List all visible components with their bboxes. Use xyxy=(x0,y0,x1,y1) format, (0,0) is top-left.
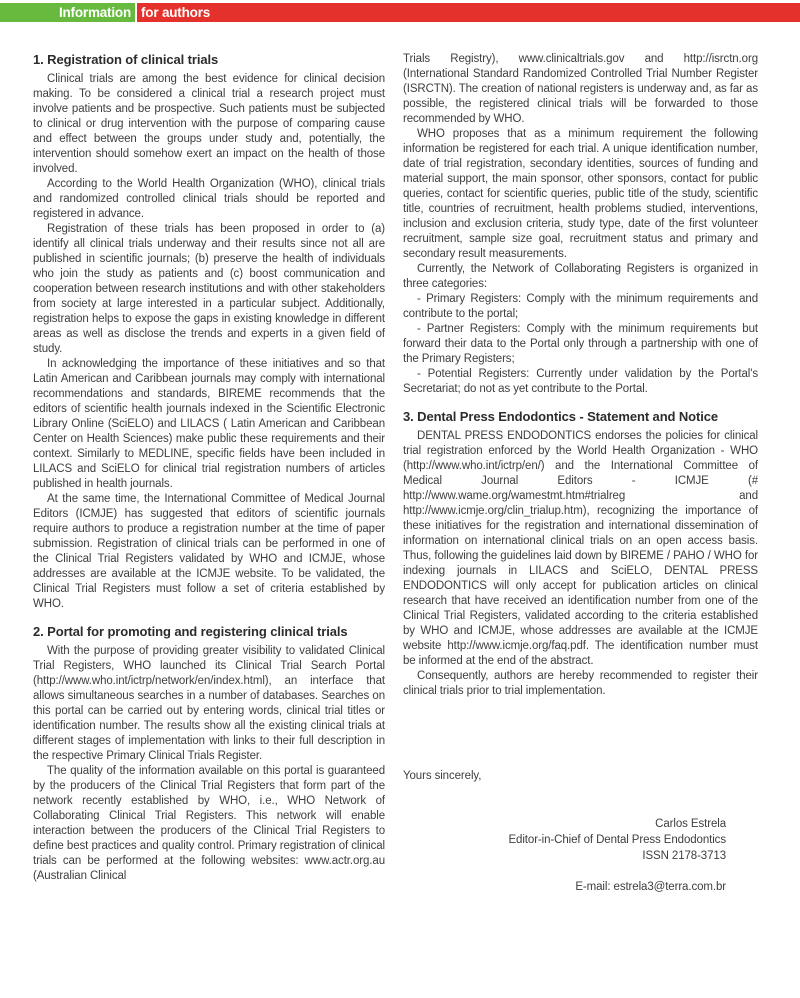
body-paragraph: In acknowledging the importance of these initiatives and so that Latin American and Caribbean journals may comply with international recommendations and standards, BIREME recommends that the editors of scientific health journals indexed in the Scientific Electronic Library Online (SciELO) and LILACS ( Latin American and Caribbean Center on Health Sciences) make public these requirements and their context. Similarly to MEDLINE, specific fields have been included in LILACS and SciELO for clinical trial registration numbers of articles published in health journals. xyxy=(33,358,385,490)
signature-line: Editor-in-Chief of Dental Press Endodontics xyxy=(508,834,726,846)
header-highlight-text: Information xyxy=(58,5,131,20)
body-paragraph: Trials Registry), www.clinicaltrials.gov and http://isrctn.org (International Standard Randomized Controlled Trial Number Register (ISRCTN). The creation of national registers is underway and, as far as possible, the registered clinical trials will be forwarded to those recommended by WHO. xyxy=(403,53,758,125)
body-paragraph: - Partner Registers: Comply with the minimum requirements but forward their data to the Portal only through a partnership with one of the Primary Registers; xyxy=(403,323,758,365)
signature-block xyxy=(403,816,758,864)
section-heading: 3. Dental Press Endodontics - Statement and Notice xyxy=(403,409,719,424)
header-rest-segment xyxy=(137,3,800,22)
body-paragraph: Registration of these trials has been proposed in order to (a) identify all clinical trials underway and their results since not all are published in scientific journals; (b) preserve the health of individuals who join the study as patients and (c) boost communication and cooperation between research institutions and with other stakeholders from society at large interested in a particular subject. Additionally, registration helps to expose the gaps in existing knowledge in different areas as well as disclose the trends and experts in a given field of study. xyxy=(33,223,385,355)
signature-line: ISSN 2178-3713 xyxy=(642,850,726,862)
body-paragraph: - Potential Registers: Currently under validation by the Portal's Secretariat; do not as yet contribute to the Portal. xyxy=(403,368,758,395)
body-paragraph: DENTAL PRESS ENDODONTICS endorses the policies for clinical trial registration enforced by the World Health Organization - WHO (http://www.who.int/ictrp/en/) and the International Committee of Medical Journal Editors - ICMJE (# http://www.wame.org/wamestmt.htm#trialreg and http://www.icmje.org/clin_trialup.htm), recognizing the importance of these initiatives for the registration and international dissemination of information on international clinical trials on an open access basis. Thus, following the guidelines laid down by BIREME / PAHO / WHO for indexing journals in LILACS and SciELO, DENTAL PRESS ENDODONTICS will only accept for publication articles on clinical research that have received an identification number from one of the Clinical Trial Registers, validated according to the criteria established by WHO and ICMJE, whose addresses are available at the ICMJE website http://www.icmje.org/faq.pdf. The identification number must be informed at the end of the abstract. xyxy=(403,430,758,667)
right-column xyxy=(403,52,758,895)
section-heading: 2. Portal for promoting and registering clinical trials xyxy=(33,624,348,639)
body-paragraph: The quality of the information available on this portal is guaranteed by the producers of the Clinical Trial Registers that form part of the network recently established by WHO, i.e., WHO Network of Collaborating Clinical Trial Registers. This network will enable interaction between the producers of the Clinical Trial Registers to define best practices and quality control. Primary registration of clinical trials can be performed at the following websites: www.actr.org.au (Australian Clinical xyxy=(33,765,385,882)
section-heading: 1. Registration of clinical trials xyxy=(33,52,219,67)
document-body xyxy=(33,52,758,895)
header-rest-text: for authors xyxy=(141,5,211,20)
body-paragraph: According to the World Health Organization (WHO), clinical trials and randomized controlled clinical trials should be reported and registered in advance. xyxy=(33,178,385,220)
body-paragraph: WHO proposes that as a minimum requirement the following information be registered for each trial. A unique identification number, date of trial registration, secondary identities, sources of funding and material support, the main sponsor, other sponsors, contact for public queries, contact for scientific queries, public title of the study, scientific title, countries of recruitment, health problems studied, interventions, inclusion and exclusion criteria, study type, date of the first volunteer recruitment, sample size goal, recruitment status and primary and secondary result measurements. xyxy=(403,128,758,260)
body-paragraph: At the same time, the International Committee of Medical Journal Editors (ICMJE) has suggested that editors of scientific journals require authors to produce a registration number at the time of paper submission. Registration of clinical trials can be performed in one of the Clinical Trial Registers validated by WHO and ICMJE, whose addresses are available at the ICMJE website. To be validated, the Clinical Trial Registers must follow a set of criteria established by WHO. xyxy=(33,493,385,610)
body-paragraph: Currently, the Network of Collaborating Registers is organized in three categories: xyxy=(403,263,758,290)
page-header xyxy=(0,3,800,22)
signature-line: Carlos Estrela xyxy=(655,818,726,830)
closing-line: Yours sincerely, xyxy=(403,770,482,782)
left-column xyxy=(33,52,385,895)
body-paragraph: Consequently, authors are hereby recommended to register their clinical trials prior to trial implementation. xyxy=(403,670,758,697)
body-paragraph: Clinical trials are among the best evidence for clinical decision making. To be considered a clinical trial a research project must involve patients and be prospective. Such patients must be subjected to clinical or drug intervention with the purpose of comparing cause and effect between the groups under study and, potentially, the intervention should somehow exert an impact on the health of those involved. xyxy=(33,73,385,175)
body-paragraph: With the purpose of providing greater visibility to validated Clinical Trial Registers, WHO launched its Clinical Trial Search Portal (http://www.who.int/ictrp/network/en/index.html), an interface that allows simultaneous searches in a number of databases. Searches on this portal can be carried out by entering words, clinical trial titles or identification number. The results show all the existing clinical trials at different stages of implementation with links to their full description in the respective Primary Clinical Trials Register. xyxy=(33,645,385,762)
email-line: E-mail: estrela3@terra.com.br xyxy=(575,881,726,893)
body-paragraph: - Primary Registers: Comply with the minimum requirements and contribute to the portal; xyxy=(403,293,758,320)
header-highlight-segment xyxy=(0,3,135,22)
